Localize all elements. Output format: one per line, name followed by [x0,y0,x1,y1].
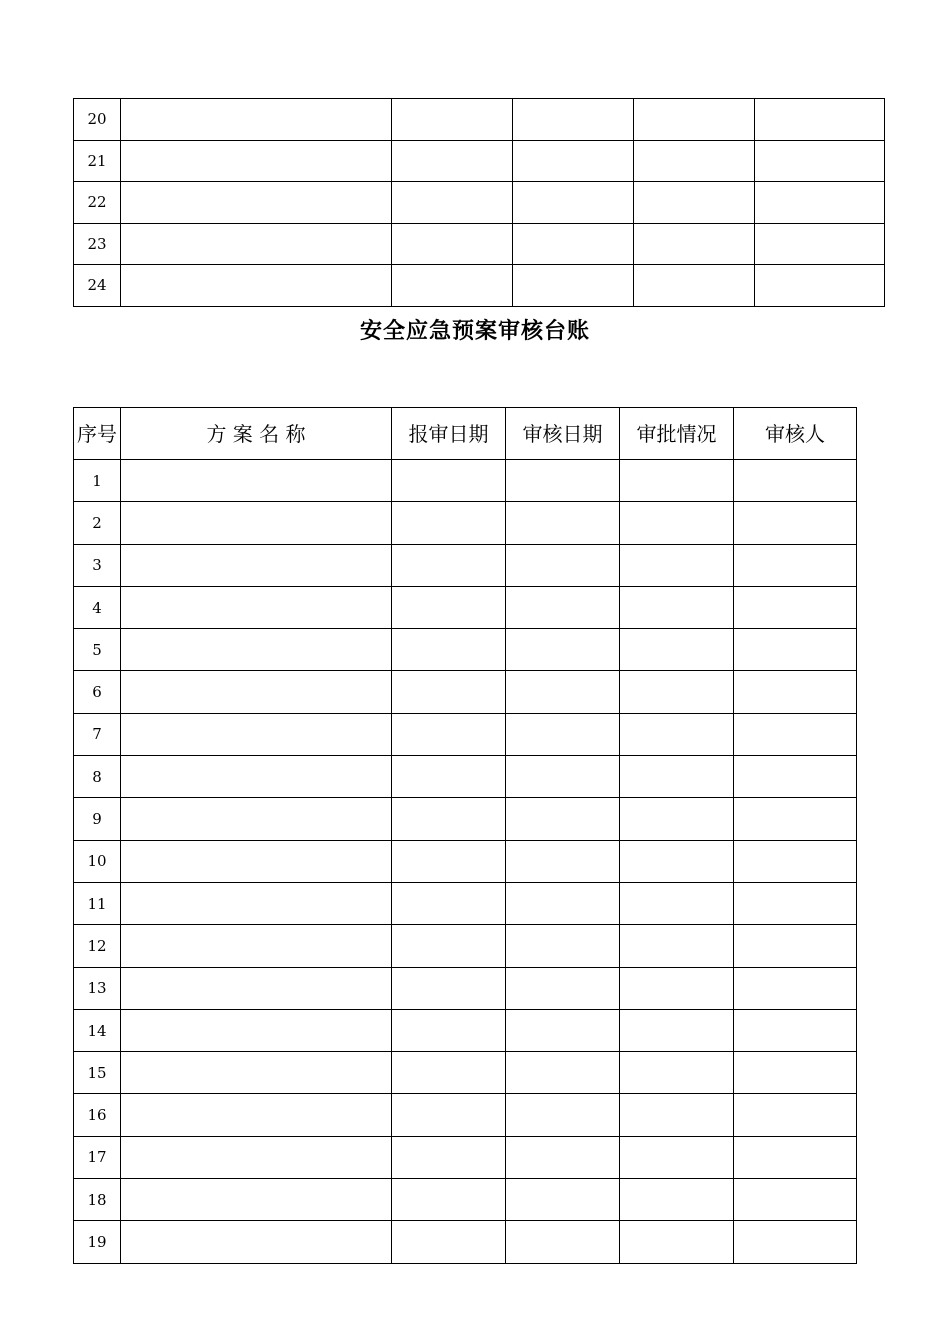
header-reviewer: 审核人 [734,408,857,460]
submit-date-cell[interactable] [392,967,506,1009]
table-row [74,265,885,307]
plan-name-cell[interactable] [121,1009,392,1051]
submit-date-cell[interactable] [392,586,506,628]
continued-ledger-table [73,98,885,307]
reviewer-cell[interactable] [755,182,885,224]
review-date-cell[interactable] [506,756,620,798]
approval-status-cell[interactable] [620,798,734,840]
table-row [74,140,885,182]
table-row [74,840,857,882]
row-number: 12 [74,925,121,967]
row-number: 9 [74,798,121,840]
approval-status-cell[interactable] [634,265,755,307]
review-date-cell[interactable] [506,713,620,755]
table-row [74,586,857,628]
plan-name-cell[interactable] [121,1052,392,1094]
table-row [74,460,857,502]
submit-date-cell[interactable] [392,140,513,182]
review-date-cell[interactable] [506,1136,620,1178]
table-row [74,713,857,755]
review-date-cell[interactable] [506,1009,620,1051]
row-number: 14 [74,1009,121,1051]
review-date-cell[interactable] [506,925,620,967]
plan-name-cell[interactable] [121,629,392,671]
submit-date-cell[interactable] [392,882,506,924]
submit-date-cell[interactable] [392,1094,506,1136]
review-date-cell[interactable] [513,265,634,307]
table-row [74,1052,857,1094]
row-number: 2 [74,502,121,544]
approval-status-cell[interactable] [620,925,734,967]
reviewer-cell[interactable] [734,544,857,586]
approval-status-cell[interactable] [620,544,734,586]
submit-date-cell[interactable] [392,798,506,840]
row-number: 11 [74,882,121,924]
approval-status-cell[interactable] [620,1009,734,1051]
submit-date-cell[interactable] [392,1009,506,1051]
submit-date-cell[interactable] [392,925,506,967]
row-number: 22 [74,182,121,224]
plan-name-cell[interactable] [121,502,392,544]
submit-date-cell[interactable] [392,99,513,141]
plan-name-cell[interactable] [121,99,392,141]
plan-name-cell[interactable] [121,182,392,224]
approval-status-cell[interactable] [620,1221,734,1263]
plan-name-cell[interactable] [121,713,392,755]
table-row [74,1094,857,1136]
row-number: 23 [74,223,121,265]
reviewer-cell[interactable] [755,140,885,182]
table-row [74,223,885,265]
reviewer-cell[interactable] [734,925,857,967]
plan-name-cell[interactable] [121,223,392,265]
reviewer-cell[interactable] [734,671,857,713]
plan-name-cell[interactable] [121,140,392,182]
header-submit-date: 报审日期 [392,408,506,460]
plan-name-cell[interactable] [121,967,392,1009]
table-row [74,182,885,224]
approval-status-cell[interactable] [620,671,734,713]
reviewer-cell[interactable] [734,967,857,1009]
header-seq: 序号 [74,408,121,460]
reviewer-cell[interactable] [734,798,857,840]
review-date-cell[interactable] [506,629,620,671]
row-number: 17 [74,1136,121,1178]
row-number: 10 [74,840,121,882]
review-date-cell[interactable] [506,544,620,586]
approval-status-cell[interactable] [620,460,734,502]
submit-date-cell[interactable] [392,629,506,671]
review-date-cell[interactable] [513,99,634,141]
table-row [74,756,857,798]
plan-name-cell[interactable] [121,1179,392,1221]
plan-name-cell[interactable] [121,798,392,840]
emergency-plan-review-ledger-table [73,407,857,1264]
plan-name-cell[interactable] [121,1221,392,1263]
plan-name-cell[interactable] [121,840,392,882]
review-date-cell[interactable] [506,1052,620,1094]
row-number: 3 [74,544,121,586]
review-date-cell[interactable] [513,223,634,265]
review-date-cell[interactable] [506,882,620,924]
table-row [74,798,857,840]
plan-name-cell[interactable] [121,925,392,967]
table-row [74,629,857,671]
row-number: 8 [74,756,121,798]
plan-name-cell[interactable] [121,756,392,798]
row-number: 6 [74,671,121,713]
table-row [74,502,857,544]
submit-date-cell[interactable] [392,1136,506,1178]
row-number: 21 [74,140,121,182]
review-date-cell[interactable] [506,967,620,1009]
submit-date-cell[interactable] [392,223,513,265]
reviewer-cell[interactable] [734,713,857,755]
header-review-date: 审核日期 [506,408,620,460]
review-date-cell[interactable] [513,140,634,182]
reviewer-cell[interactable] [734,1052,857,1094]
submit-date-cell[interactable] [392,1179,506,1221]
submit-date-cell[interactable] [392,713,506,755]
plan-name-cell[interactable] [121,671,392,713]
submit-date-cell[interactable] [392,671,506,713]
reviewer-cell[interactable] [755,99,885,141]
reviewer-cell[interactable] [755,265,885,307]
review-date-cell[interactable] [506,1179,620,1221]
reviewer-cell[interactable] [734,460,857,502]
approval-status-cell[interactable] [620,1179,734,1221]
table-row [74,1136,857,1178]
table-row [74,1179,857,1221]
row-number: 13 [74,967,121,1009]
plan-name-cell[interactable] [121,1136,392,1178]
review-date-cell[interactable] [506,502,620,544]
review-date-cell[interactable] [506,1094,620,1136]
table-row [74,1221,857,1263]
row-number: 20 [74,99,121,141]
page-title: 安全应急预案审核台账 [359,319,590,344]
table-row [74,544,857,586]
reviewer-cell[interactable] [734,502,857,544]
submit-date-cell[interactable] [392,502,506,544]
row-number: 24 [74,265,121,307]
review-date-cell[interactable] [506,840,620,882]
table-header-row [74,408,857,460]
submit-date-cell[interactable] [392,840,506,882]
approval-status-cell[interactable] [620,629,734,671]
review-date-cell[interactable] [506,671,620,713]
row-number: 1 [74,460,121,502]
ledger-body [74,460,857,1264]
table-row [74,882,857,924]
reviewer-cell[interactable] [734,586,857,628]
plan-name-cell[interactable] [121,265,392,307]
approval-status-cell[interactable] [620,1052,734,1094]
plan-name-cell[interactable] [121,544,392,586]
review-date-cell[interactable] [506,1221,620,1263]
table-row [74,1009,857,1051]
approval-status-cell[interactable] [620,1136,734,1178]
approval-status-cell[interactable] [620,502,734,544]
table-row [74,671,857,713]
submit-date-cell[interactable] [392,1221,506,1263]
approval-status-cell[interactable] [634,99,755,141]
approval-status-cell[interactable] [620,586,734,628]
row-number: 5 [74,629,121,671]
table-row [74,99,885,141]
header-plan-name: 方 案 名 称 [121,408,392,460]
approval-status-cell[interactable] [620,967,734,1009]
row-number: 18 [74,1179,121,1221]
approval-status-cell[interactable] [634,182,755,224]
approval-status-cell[interactable] [620,756,734,798]
review-date-cell[interactable] [506,798,620,840]
approval-status-cell[interactable] [620,882,734,924]
submit-date-cell[interactable] [392,182,513,224]
row-number: 15 [74,1052,121,1094]
submit-date-cell[interactable] [392,460,506,502]
reviewer-cell[interactable] [734,629,857,671]
reviewer-cell[interactable] [734,1221,857,1263]
approval-status-cell[interactable] [634,223,755,265]
plan-name-cell[interactable] [121,882,392,924]
reviewer-cell[interactable] [734,1094,857,1136]
table-row [74,925,857,967]
approval-status-cell[interactable] [634,140,755,182]
approval-status-cell[interactable] [620,1094,734,1136]
continued-ledger-body [74,99,885,307]
row-number: 16 [74,1094,121,1136]
approval-status-cell[interactable] [620,713,734,755]
plan-name-cell[interactable] [121,460,392,502]
approval-status-cell[interactable] [620,840,734,882]
header-approval-status: 审批情况 [620,408,734,460]
reviewer-cell[interactable] [734,756,857,798]
submit-date-cell[interactable] [392,544,506,586]
plan-name-cell[interactable] [121,586,392,628]
row-number: 19 [74,1221,121,1263]
review-date-cell[interactable] [506,586,620,628]
row-number: 4 [74,586,121,628]
submit-date-cell[interactable] [392,756,506,798]
reviewer-cell[interactable] [734,840,857,882]
reviewer-cell[interactable] [734,882,857,924]
reviewer-cell[interactable] [755,223,885,265]
row-number: 7 [74,713,121,755]
plan-name-cell[interactable] [121,1094,392,1136]
reviewer-cell[interactable] [734,1009,857,1051]
review-date-cell[interactable] [506,460,620,502]
submit-date-cell[interactable] [392,1052,506,1094]
submit-date-cell[interactable] [392,265,513,307]
reviewer-cell[interactable] [734,1179,857,1221]
reviewer-cell[interactable] [734,1136,857,1178]
review-date-cell[interactable] [513,182,634,224]
table-row [74,967,857,1009]
